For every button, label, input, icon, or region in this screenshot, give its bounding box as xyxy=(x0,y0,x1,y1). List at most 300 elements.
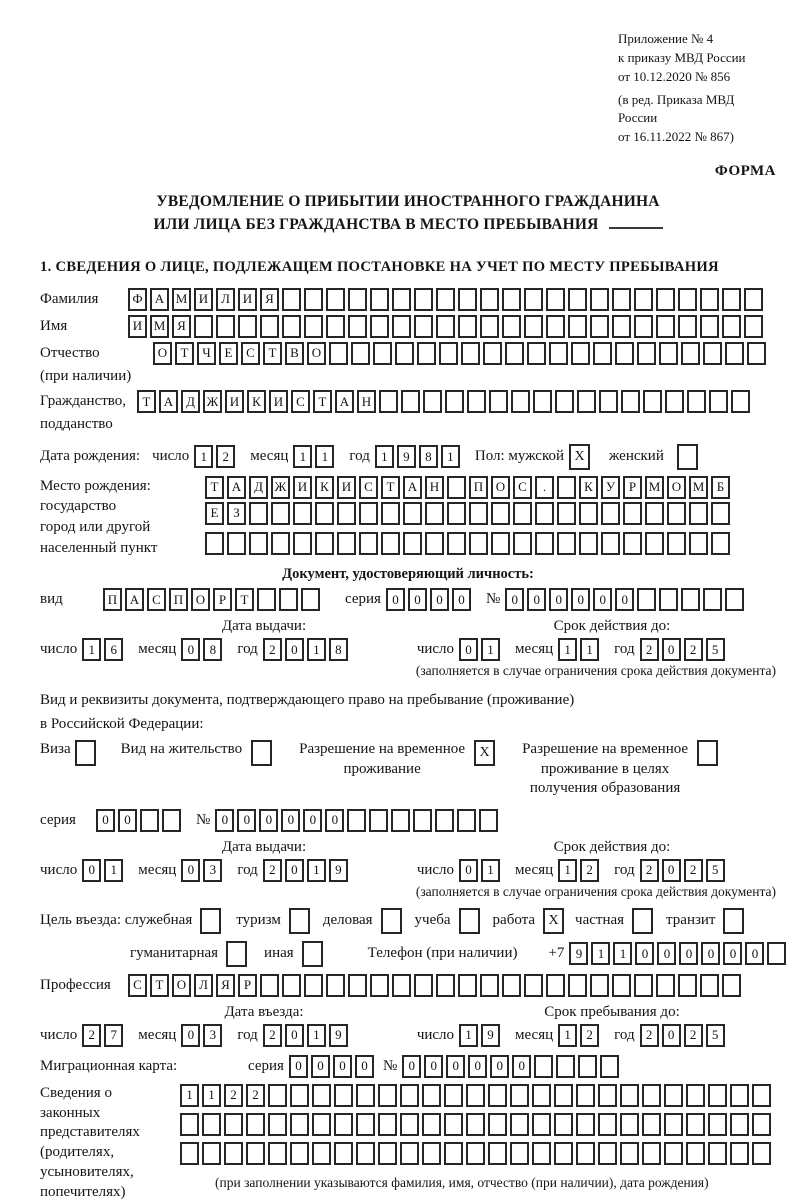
birthdate-year-cells-cell[interactable]: 8 xyxy=(419,445,438,468)
profession-cells-cell[interactable] xyxy=(634,974,653,997)
representatives-row3-cells-cell[interactable] xyxy=(356,1142,375,1165)
patronymic-cells-cell[interactable] xyxy=(395,342,414,365)
birthplace-row2-cells-cell[interactable] xyxy=(337,502,356,525)
representatives-row3-cells-cell[interactable] xyxy=(312,1142,331,1165)
residence-valid-year-cell[interactable]: 2 xyxy=(640,859,659,882)
representatives-row1-cells-cell[interactable] xyxy=(290,1084,309,1107)
citizenship-cells-cell[interactable]: И xyxy=(225,390,244,413)
birthplace-row1-cells-cell[interactable]: Ж xyxy=(271,476,290,499)
surname-cells-cell[interactable] xyxy=(700,288,719,311)
representatives-row2-cells-cell[interactable] xyxy=(422,1113,441,1136)
doc-series-cells-cell[interactable]: 0 xyxy=(408,588,427,611)
representatives-row3-cells-cell[interactable] xyxy=(752,1142,771,1165)
residence-number-cells-cell[interactable]: 0 xyxy=(303,809,322,832)
birthplace-row1-cells-cell[interactable]: И xyxy=(337,476,356,499)
residence-number-cells-cell[interactable] xyxy=(479,809,498,832)
identity-issue-month-cell[interactable]: 0 xyxy=(181,638,200,661)
doc-series-cells-cell[interactable]: 0 xyxy=(386,588,405,611)
stay-day-cell[interactable]: 1 xyxy=(459,1024,478,1047)
doc-number-cells-cell[interactable]: 0 xyxy=(615,588,634,611)
temp-residence-checkbox-cell[interactable]: X xyxy=(474,740,495,766)
birthplace-row1-cells-cell[interactable]: П xyxy=(469,476,488,499)
profession-cells-cell[interactable] xyxy=(392,974,411,997)
birthplace-row2-cells-cell[interactable] xyxy=(667,502,686,525)
birthplace-row3-cells-cell[interactable] xyxy=(337,532,356,555)
birthplace-row3-cells-cell[interactable] xyxy=(711,532,730,555)
firstname-cells-cell[interactable] xyxy=(282,315,301,338)
entry-year-cell[interactable]: 1 xyxy=(307,1024,326,1047)
surname-cells-cell[interactable] xyxy=(392,288,411,311)
residence-valid-day-cell[interactable]: 1 xyxy=(481,859,500,882)
patronymic-cells-cell[interactable] xyxy=(439,342,458,365)
profession-cells-cell[interactable] xyxy=(480,974,499,997)
birthdate-day-cells-cell[interactable]: 2 xyxy=(216,445,235,468)
patronymic-cells-cell[interactable] xyxy=(483,342,502,365)
surname-cells-cell[interactable] xyxy=(414,288,433,311)
citizenship-cells-cell[interactable]: Н xyxy=(357,390,376,413)
birthplace-row1-cells-cell[interactable]: К xyxy=(315,476,334,499)
representatives-row1-cells-cell[interactable] xyxy=(708,1084,727,1107)
firstname-cells-cell[interactable] xyxy=(194,315,213,338)
birthplace-row2-cells-cell[interactable] xyxy=(315,502,334,525)
representatives-row3-cells-cell[interactable] xyxy=(488,1142,507,1165)
patronymic-cells-cell[interactable]: Ч xyxy=(197,342,216,365)
citizenship-cells-cell[interactable] xyxy=(445,390,464,413)
entry-year-cell[interactable]: 0 xyxy=(285,1024,304,1047)
citizenship-cells-cell[interactable] xyxy=(577,390,596,413)
representatives-row1-cells-cell[interactable]: 1 xyxy=(202,1084,221,1107)
representatives-row3-cells-cell[interactable] xyxy=(686,1142,705,1165)
profession-cells-cell[interactable] xyxy=(326,974,345,997)
doc-kind-cells-cell[interactable] xyxy=(279,588,298,611)
surname-cells-cell[interactable] xyxy=(546,288,565,311)
doc-kind-cells-cell[interactable]: П xyxy=(169,588,188,611)
patronymic-cells-cell[interactable] xyxy=(351,342,370,365)
patronymic-cells-cell[interactable] xyxy=(527,342,546,365)
identity-issue-year-cell[interactable]: 8 xyxy=(329,638,348,661)
citizenship-cells-cell[interactable] xyxy=(423,390,442,413)
doc-kind-cells-cell[interactable]: Р xyxy=(213,588,232,611)
surname-cells-cell[interactable] xyxy=(436,288,455,311)
representatives-row2-cells-cell[interactable] xyxy=(730,1113,749,1136)
representatives-row1-cells-cell[interactable] xyxy=(576,1084,595,1107)
sex-female-checkbox-cell[interactable] xyxy=(677,444,698,470)
residence-number-cells-cell[interactable] xyxy=(413,809,432,832)
entry-month-cell[interactable]: 0 xyxy=(181,1024,200,1047)
surname-cells-cell[interactable] xyxy=(590,288,609,311)
stay-year-cell[interactable]: 2 xyxy=(640,1024,659,1047)
surname-cells-cell[interactable] xyxy=(744,288,763,311)
representatives-row3-cells-cell[interactable] xyxy=(224,1142,243,1165)
citizenship-cells-cell[interactable] xyxy=(401,390,420,413)
citizenship-cells-cell[interactable]: Т xyxy=(313,390,332,413)
representatives-row1-cells-cell[interactable] xyxy=(422,1084,441,1107)
profession-cells-cell[interactable]: Т xyxy=(150,974,169,997)
birthplace-row1-cells-cell[interactable]: Б xyxy=(711,476,730,499)
birthdate-day-cells-cell[interactable]: 1 xyxy=(194,445,213,468)
representatives-row3-cells-cell[interactable] xyxy=(246,1142,265,1165)
residence-series-cells-cell[interactable]: 0 xyxy=(118,809,137,832)
surname-cells-cell[interactable]: М xyxy=(172,288,191,311)
phone-cells-cell[interactable]: 0 xyxy=(635,942,654,965)
representatives-row2-cells-cell[interactable] xyxy=(664,1113,683,1136)
surname-cells-cell[interactable]: И xyxy=(194,288,213,311)
doc-number-cells-cell[interactable]: 0 xyxy=(505,588,524,611)
representatives-row2-cells-cell[interactable] xyxy=(268,1113,287,1136)
firstname-cells-cell[interactable] xyxy=(546,315,565,338)
patronymic-cells-cell[interactable] xyxy=(461,342,480,365)
representatives-row2-cells-cell[interactable] xyxy=(532,1113,551,1136)
representatives-row3-cells-cell[interactable] xyxy=(708,1142,727,1165)
representatives-row3-cells-cell[interactable] xyxy=(664,1142,683,1165)
patronymic-cells-cell[interactable] xyxy=(549,342,568,365)
profession-cells-cell[interactable] xyxy=(458,974,477,997)
stay-month-cell[interactable]: 1 xyxy=(558,1024,577,1047)
surname-cells-cell[interactable] xyxy=(656,288,675,311)
representatives-row1-cells-cell[interactable] xyxy=(334,1084,353,1107)
birthplace-row2-cells-cell[interactable] xyxy=(359,502,378,525)
representatives-row3-cells-cell[interactable] xyxy=(202,1142,221,1165)
firstname-cells-cell[interactable] xyxy=(414,315,433,338)
birthplace-row2-cells-cell[interactable] xyxy=(711,502,730,525)
residence-valid-year-cell[interactable]: 0 xyxy=(662,859,681,882)
birthplace-row2-cells-cell[interactable] xyxy=(381,502,400,525)
residence-number-cells-cell[interactable]: 0 xyxy=(281,809,300,832)
residence-valid-month-cell[interactable]: 1 xyxy=(558,859,577,882)
identity-issue-month-cell[interactable]: 8 xyxy=(203,638,222,661)
citizenship-cells-cell[interactable]: И xyxy=(269,390,288,413)
representatives-row1-cells-cell[interactable] xyxy=(642,1084,661,1107)
migration-number-cells-cell[interactable]: 0 xyxy=(490,1055,509,1078)
profession-cells-cell[interactable]: Л xyxy=(194,974,213,997)
representatives-row1-cells-cell[interactable] xyxy=(664,1084,683,1107)
birthplace-row2-cells-cell[interactable] xyxy=(579,502,598,525)
representatives-row2-cells-cell[interactable] xyxy=(642,1113,661,1136)
representatives-row3-cells-cell[interactable] xyxy=(576,1142,595,1165)
purpose-other-checkbox-cell[interactable] xyxy=(302,941,323,967)
migration-number-cells-cell[interactable] xyxy=(600,1055,619,1078)
doc-kind-cells-cell[interactable] xyxy=(257,588,276,611)
profession-cells-cell[interactable] xyxy=(524,974,543,997)
birthplace-row3-cells-cell[interactable] xyxy=(227,532,246,555)
residence-valid-month-cell[interactable]: 2 xyxy=(580,859,599,882)
birthplace-row3-cells-cell[interactable] xyxy=(557,532,576,555)
firstname-cells-cell[interactable] xyxy=(612,315,631,338)
birthplace-row1-cells-cell[interactable]: Д xyxy=(249,476,268,499)
representatives-row2-cells-cell[interactable] xyxy=(202,1113,221,1136)
patronymic-cells-cell[interactable] xyxy=(615,342,634,365)
purpose-transit-checkbox-cell[interactable] xyxy=(723,908,744,934)
stay-year-cell[interactable]: 5 xyxy=(706,1024,725,1047)
birthplace-row3-cells-cell[interactable] xyxy=(425,532,444,555)
patronymic-cells-cell[interactable]: О xyxy=(153,342,172,365)
firstname-cells-cell[interactable] xyxy=(678,315,697,338)
identity-valid-year-cell[interactable]: 2 xyxy=(684,638,703,661)
entry-year-cell[interactable]: 2 xyxy=(263,1024,282,1047)
identity-valid-month-cell[interactable]: 1 xyxy=(558,638,577,661)
purpose-humanitarian-checkbox-cell[interactable] xyxy=(226,941,247,967)
representatives-row2-cells-cell[interactable] xyxy=(554,1113,573,1136)
identity-issue-day-cell[interactable]: 6 xyxy=(104,638,123,661)
representatives-row2-cells-cell[interactable] xyxy=(708,1113,727,1136)
representatives-row3-cells-cell[interactable] xyxy=(444,1142,463,1165)
residence-number-cells-cell[interactable] xyxy=(435,809,454,832)
birthplace-row2-cells-cell[interactable] xyxy=(491,502,510,525)
representatives-row3-cells-cell[interactable] xyxy=(466,1142,485,1165)
patronymic-cells-cell[interactable] xyxy=(571,342,590,365)
firstname-cells-cell[interactable] xyxy=(216,315,235,338)
residence-valid-year-cell[interactable]: 2 xyxy=(684,859,703,882)
surname-cells-cell[interactable] xyxy=(480,288,499,311)
citizenship-cells-cell[interactable]: А xyxy=(159,390,178,413)
citizenship-cells-cell[interactable]: Ж xyxy=(203,390,222,413)
representatives-row1-cells-cell[interactable]: 1 xyxy=(180,1084,199,1107)
representatives-row3-cells-cell[interactable] xyxy=(510,1142,529,1165)
patronymic-cells-cell[interactable] xyxy=(373,342,392,365)
representatives-row1-cells-cell[interactable] xyxy=(378,1084,397,1107)
residence-series-cells-cell[interactable] xyxy=(162,809,181,832)
patronymic-cells-cell[interactable] xyxy=(593,342,612,365)
patronymic-cells-cell[interactable] xyxy=(505,342,524,365)
birthplace-row2-cells-cell[interactable] xyxy=(293,502,312,525)
birthplace-row2-cells-cell[interactable]: Е xyxy=(205,502,224,525)
firstname-cells-cell[interactable] xyxy=(370,315,389,338)
birthplace-row3-cells-cell[interactable] xyxy=(667,532,686,555)
doc-number-cells-cell[interactable] xyxy=(637,588,656,611)
phone-cells-cell[interactable]: 0 xyxy=(657,942,676,965)
residence-valid-year-cell[interactable]: 5 xyxy=(706,859,725,882)
birthplace-row3-cells-cell[interactable] xyxy=(381,532,400,555)
phone-cells-cell[interactable]: 9 xyxy=(569,942,588,965)
birthplace-row1-cells-cell[interactable]: К xyxy=(579,476,598,499)
birthplace-row3-cells-cell[interactable] xyxy=(491,532,510,555)
birthplace-row3-cells-cell[interactable] xyxy=(623,532,642,555)
birthplace-row3-cells-cell[interactable] xyxy=(535,532,554,555)
purpose-private-checkbox-cell[interactable] xyxy=(632,908,653,934)
profession-cells-cell[interactable] xyxy=(370,974,389,997)
birthplace-row1-cells-cell[interactable] xyxy=(447,476,466,499)
doc-number-cells-cell[interactable]: 0 xyxy=(571,588,590,611)
representatives-row3-cells-cell[interactable] xyxy=(642,1142,661,1165)
citizenship-cells-cell[interactable] xyxy=(731,390,750,413)
doc-kind-cells-cell[interactable] xyxy=(301,588,320,611)
representatives-row1-cells-cell[interactable] xyxy=(620,1084,639,1107)
patronymic-cells-cell[interactable] xyxy=(637,342,656,365)
identity-issue-year-cell[interactable]: 1 xyxy=(307,638,326,661)
profession-cells-cell[interactable] xyxy=(260,974,279,997)
purpose-tourism-checkbox-cell[interactable] xyxy=(289,908,310,934)
birthplace-row2-cells-cell[interactable] xyxy=(601,502,620,525)
surname-cells-cell[interactable] xyxy=(304,288,323,311)
birthplace-row3-cells-cell[interactable] xyxy=(513,532,532,555)
surname-cells-cell[interactable]: Я xyxy=(260,288,279,311)
birthplace-row2-cells-cell[interactable] xyxy=(645,502,664,525)
phone-cells-cell[interactable]: 0 xyxy=(723,942,742,965)
representatives-row2-cells-cell[interactable] xyxy=(334,1113,353,1136)
representatives-row3-cells-cell[interactable] xyxy=(334,1142,353,1165)
residence-number-cells-cell[interactable]: 0 xyxy=(215,809,234,832)
representatives-row3-cells-cell[interactable] xyxy=(554,1142,573,1165)
birthplace-row3-cells-cell[interactable] xyxy=(601,532,620,555)
doc-number-cells-cell[interactable] xyxy=(703,588,722,611)
representatives-row3-cells-cell[interactable] xyxy=(620,1142,639,1165)
birthplace-row1-cells-cell[interactable]: И xyxy=(293,476,312,499)
identity-issue-day-cell[interactable]: 1 xyxy=(82,638,101,661)
doc-number-cells-cell[interactable] xyxy=(681,588,700,611)
doc-number-cells-cell[interactable] xyxy=(659,588,678,611)
birthplace-row1-cells-cell[interactable]: О xyxy=(491,476,510,499)
profession-cells-cell[interactable] xyxy=(348,974,367,997)
representatives-row1-cells-cell[interactable] xyxy=(752,1084,771,1107)
stay-month-cell[interactable]: 2 xyxy=(580,1024,599,1047)
representatives-row1-cells-cell[interactable] xyxy=(686,1084,705,1107)
doc-number-cells-cell[interactable]: 0 xyxy=(527,588,546,611)
birthplace-row2-cells-cell[interactable]: З xyxy=(227,502,246,525)
identity-valid-day-cell[interactable]: 0 xyxy=(459,638,478,661)
firstname-cells-cell[interactable]: И xyxy=(128,315,147,338)
representatives-row1-cells-cell[interactable] xyxy=(598,1084,617,1107)
birthplace-row1-cells-cell[interactable]: Н xyxy=(425,476,444,499)
representatives-row1-cells-cell[interactable] xyxy=(268,1084,287,1107)
representatives-row1-cells-cell[interactable]: 2 xyxy=(246,1084,265,1107)
firstname-cells-cell[interactable] xyxy=(634,315,653,338)
firstname-cells-cell[interactable] xyxy=(392,315,411,338)
surname-cells-cell[interactable] xyxy=(568,288,587,311)
birthplace-row2-cells-cell[interactable] xyxy=(425,502,444,525)
surname-cells-cell[interactable]: А xyxy=(150,288,169,311)
doc-number-cells-cell[interactable]: 0 xyxy=(549,588,568,611)
birthplace-row3-cells-cell[interactable] xyxy=(359,532,378,555)
migration-number-cells-cell[interactable] xyxy=(534,1055,553,1078)
profession-cells-cell[interactable]: Я xyxy=(216,974,235,997)
surname-cells-cell[interactable]: И xyxy=(238,288,257,311)
profession-cells-cell[interactable]: О xyxy=(172,974,191,997)
representatives-row1-cells-cell[interactable] xyxy=(356,1084,375,1107)
patronymic-cells-cell[interactable] xyxy=(725,342,744,365)
birthplace-row3-cells-cell[interactable] xyxy=(271,532,290,555)
profession-cells-cell[interactable] xyxy=(568,974,587,997)
firstname-cells-cell[interactable] xyxy=(458,315,477,338)
surname-cells-cell[interactable] xyxy=(326,288,345,311)
doc-kind-cells-cell[interactable]: Т xyxy=(235,588,254,611)
birthplace-row1-cells-cell[interactable]: У xyxy=(601,476,620,499)
birthplace-row1-cells-cell[interactable]: С xyxy=(513,476,532,499)
firstname-cells-cell[interactable] xyxy=(260,315,279,338)
phone-cells-cell[interactable]: 0 xyxy=(701,942,720,965)
birthplace-row2-cells-cell[interactable] xyxy=(557,502,576,525)
patronymic-cells-cell[interactable]: Т xyxy=(263,342,282,365)
birthplace-row1-cells-cell[interactable]: А xyxy=(227,476,246,499)
representatives-row2-cells-cell[interactable] xyxy=(686,1113,705,1136)
identity-issue-year-cell[interactable]: 2 xyxy=(263,638,282,661)
temp-residence-education-checkbox-cell[interactable] xyxy=(697,740,718,766)
identity-issue-year-cell[interactable]: 0 xyxy=(285,638,304,661)
representatives-row3-cells-cell[interactable] xyxy=(378,1142,397,1165)
representatives-row3-cells-cell[interactable] xyxy=(422,1142,441,1165)
birthplace-row2-cells-cell[interactable] xyxy=(271,502,290,525)
birthdate-year-cells-cell[interactable]: 1 xyxy=(441,445,460,468)
firstname-cells-cell[interactable]: Я xyxy=(172,315,191,338)
identity-valid-month-cell[interactable]: 1 xyxy=(580,638,599,661)
doc-kind-cells-cell[interactable]: П xyxy=(103,588,122,611)
citizenship-cells-cell[interactable]: Д xyxy=(181,390,200,413)
surname-cells-cell[interactable] xyxy=(282,288,301,311)
entry-day-cell[interactable]: 7 xyxy=(104,1024,123,1047)
surname-cells-cell[interactable] xyxy=(524,288,543,311)
patronymic-cells-cell[interactable]: В xyxy=(285,342,304,365)
birthplace-row1-cells-cell[interactable]: М xyxy=(645,476,664,499)
representatives-row1-cells-cell[interactable] xyxy=(444,1084,463,1107)
residence-number-cells-cell[interactable]: 0 xyxy=(325,809,344,832)
birthplace-row1-cells-cell[interactable]: С xyxy=(359,476,378,499)
migration-number-cells-cell[interactable]: 0 xyxy=(512,1055,531,1078)
residence-permit-checkbox-cell[interactable] xyxy=(251,740,272,766)
birthplace-row3-cells-cell[interactable] xyxy=(447,532,466,555)
representatives-row1-cells-cell[interactable] xyxy=(554,1084,573,1107)
residence-series-cells-cell[interactable]: 0 xyxy=(96,809,115,832)
birthplace-row2-cells-cell[interactable] xyxy=(249,502,268,525)
patronymic-cells-cell[interactable] xyxy=(329,342,348,365)
representatives-row3-cells-cell[interactable] xyxy=(532,1142,551,1165)
surname-cells-cell[interactable] xyxy=(634,288,653,311)
profession-cells-cell[interactable]: Р xyxy=(238,974,257,997)
citizenship-cells-cell[interactable]: С xyxy=(291,390,310,413)
representatives-row1-cells-cell[interactable]: 2 xyxy=(224,1084,243,1107)
representatives-row2-cells-cell[interactable] xyxy=(180,1113,199,1136)
migration-series-cells-cell[interactable]: 0 xyxy=(333,1055,352,1078)
patronymic-cells-cell[interactable] xyxy=(747,342,766,365)
sex-male-checkbox-cell[interactable]: X xyxy=(569,444,590,470)
phone-cells-cell[interactable]: 0 xyxy=(679,942,698,965)
citizenship-cells-cell[interactable] xyxy=(555,390,574,413)
profession-cells-cell[interactable] xyxy=(656,974,675,997)
visa-checkbox-cell[interactable] xyxy=(75,740,96,766)
residence-issue-year-cell[interactable]: 1 xyxy=(307,859,326,882)
patronymic-cells-cell[interactable] xyxy=(659,342,678,365)
firstname-cells-cell[interactable] xyxy=(348,315,367,338)
birthplace-row2-cells-cell[interactable] xyxy=(469,502,488,525)
migration-number-cells-cell[interactable] xyxy=(578,1055,597,1078)
citizenship-cells-cell[interactable] xyxy=(621,390,640,413)
representatives-row3-cells-cell[interactable] xyxy=(268,1142,287,1165)
citizenship-cells-cell[interactable] xyxy=(533,390,552,413)
migration-series-cells-cell[interactable]: 0 xyxy=(355,1055,374,1078)
entry-year-cell[interactable]: 9 xyxy=(329,1024,348,1047)
residence-issue-year-cell[interactable]: 0 xyxy=(285,859,304,882)
stay-day-cell[interactable]: 9 xyxy=(481,1024,500,1047)
migration-number-cells-cell[interactable]: 0 xyxy=(468,1055,487,1078)
surname-cells-cell[interactable] xyxy=(348,288,367,311)
representatives-row1-cells-cell[interactable] xyxy=(532,1084,551,1107)
birthplace-row2-cells-cell[interactable] xyxy=(513,502,532,525)
purpose-official-checkbox-cell[interactable] xyxy=(200,908,221,934)
residence-number-cells-cell[interactable]: 0 xyxy=(259,809,278,832)
profession-cells-cell[interactable] xyxy=(436,974,455,997)
profession-cells-cell[interactable]: С xyxy=(128,974,147,997)
birthplace-row1-cells-cell[interactable]: Т xyxy=(205,476,224,499)
migration-number-cells-cell[interactable]: 0 xyxy=(424,1055,443,1078)
representatives-row3-cells-cell[interactable] xyxy=(290,1142,309,1165)
identity-valid-day-cell[interactable]: 1 xyxy=(481,638,500,661)
representatives-row2-cells-cell[interactable] xyxy=(356,1113,375,1136)
representatives-row2-cells-cell[interactable] xyxy=(598,1113,617,1136)
surname-cells-cell[interactable] xyxy=(678,288,697,311)
surname-cells-cell[interactable] xyxy=(612,288,631,311)
birthplace-row3-cells-cell[interactable] xyxy=(315,532,334,555)
patronymic-cells-cell[interactable] xyxy=(417,342,436,365)
birthplace-row2-cells-cell[interactable] xyxy=(689,502,708,525)
representatives-row1-cells-cell[interactable] xyxy=(488,1084,507,1107)
